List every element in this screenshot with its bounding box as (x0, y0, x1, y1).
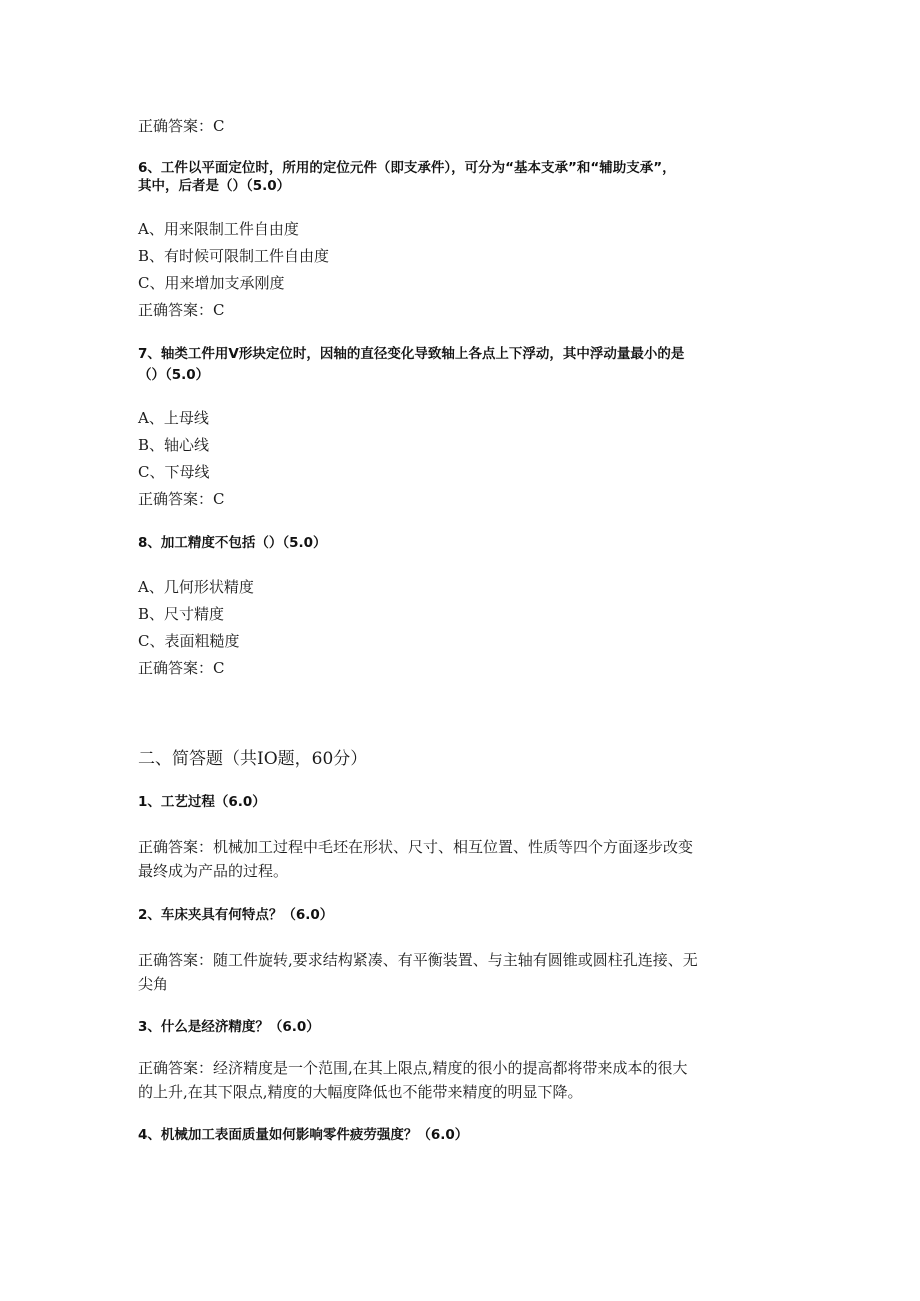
sa2-answer-line1: 正确答案：随工件旋转,要求结构紧凑、有平衡装置、与主轴有圆锥或圆柱孔连接、无 (138, 951, 698, 969)
q8-option-b: B、尺寸精度 (138, 605, 225, 623)
sa4-stem: 4、机械加工表面质量如何影响零件疲劳强度？（6.0） (138, 1127, 469, 1143)
sa1-answer-line1: 正确答案：机械加工过程中毛坯在形状、尺寸、相互位置、性质等四个方面逐步改变 (138, 838, 694, 856)
sa1-answer-line2: 最终成为产品的过程。 (138, 862, 289, 880)
q7-option-c: C、下母线 (138, 463, 210, 481)
q6-option-a: A、用来限制工件自由度 (138, 220, 299, 238)
sa2-stem: 2、车床夹具有何特点？（6.0） (138, 907, 334, 923)
q8-answer: 正确答案：C (138, 659, 225, 677)
q6-answer: 正确答案：C (138, 301, 225, 319)
section-title: 二、简答题（共IO题，60分） (138, 749, 368, 769)
sa3-answer-line1: 正确答案：经济精度是一个范围,在其上限点,精度的很小的提高都将带来成本的很大 (138, 1059, 688, 1077)
sa3-answer-line2: 的上升,在其下限点,精度的大幅度降低也不能带来精度的明显下降。 (138, 1083, 583, 1101)
q5-answer: 正确答案：C (138, 117, 225, 135)
q7-stem-line1: 7、轴类工件用V形块定位时，因轴的直径变化导致轴上各点上下浮动，其中浮动量最小的是 (138, 346, 685, 362)
q8-stem: 8、加工精度不包括（）（5.0） (138, 535, 327, 551)
q7-option-a: A、上母线 (138, 409, 209, 427)
sa3-stem: 3、什么是经济精度？（6.0） (138, 1019, 320, 1035)
q8-option-a: A、几何形状精度 (138, 578, 254, 596)
q7-answer: 正确答案：C (138, 490, 225, 508)
q6-option-c: C、用来增加支承刚度 (138, 274, 285, 292)
q6-stem-line2: 其中，后者是（）（5.0） (138, 178, 291, 194)
q7-option-b: B、轴心线 (138, 436, 210, 454)
q7-stem-line2: （）（5.0） (138, 367, 210, 383)
q8-option-c: C、表面粗糙度 (138, 632, 240, 650)
q6-option-b: B、有时候可限制工件自由度 (138, 247, 330, 265)
q6-stem-line1: 6、工件以平面定位时，所用的定位元件（即支承件），可分为“基本支承”和“辅助支承”， (138, 160, 676, 176)
sa1-stem: 1、工艺过程（6.0） (138, 794, 266, 810)
sa2-answer-line2: 尖角 (138, 975, 169, 993)
